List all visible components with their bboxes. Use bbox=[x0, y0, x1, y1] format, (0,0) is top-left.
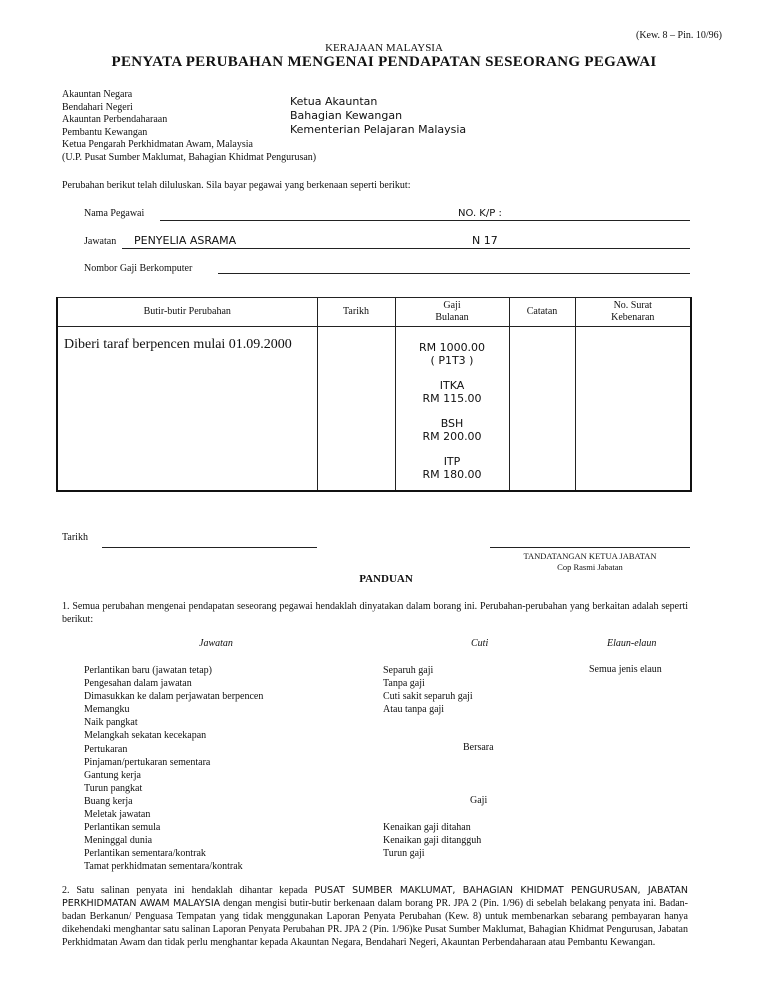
list-item: Separuh gaji bbox=[383, 665, 434, 676]
nama-label: Nama Pegawai bbox=[84, 208, 145, 219]
cell-tarikh[interactable] bbox=[317, 327, 395, 492]
list-item: Tanpa gaji bbox=[383, 678, 425, 690]
list-item: Tamat perkhidmatan sementara/kontrak bbox=[84, 861, 243, 873]
col-header-gaji-line1: Gaji bbox=[443, 300, 461, 311]
gaji-line: ITKA bbox=[439, 379, 465, 392]
stamp-label: Cop Rasmi Jabatan bbox=[557, 562, 623, 572]
col-jawatan-heading: Jawatan bbox=[199, 638, 233, 649]
col-header-gaji-line2: Bulanan bbox=[435, 312, 469, 323]
recipient-line: Ketua Akauntan bbox=[290, 95, 378, 108]
list-item: Melangkah sekatan kecekapan bbox=[84, 730, 207, 742]
gaji-line: RM 180.00 bbox=[422, 468, 482, 481]
para2-prefix: 2. Satu salinan penyata ini hendaklah dihantar kepada bbox=[62, 885, 315, 896]
panduan-para2 bbox=[62, 884, 688, 949]
list-item: Perlantikan sementara/kontrak bbox=[84, 848, 206, 860]
list-item: Meninggal dunia bbox=[84, 835, 153, 847]
jawatan-label: Jawatan bbox=[84, 236, 117, 247]
intro-text: Perubahan berikut telah diluluskan. Sila bayar pegawai yang berkenaan seperti berikut: bbox=[62, 180, 411, 191]
addressee-item: Akauntan Perbendaharaan bbox=[62, 114, 168, 125]
gaji-line: RM 1000.00 bbox=[418, 341, 486, 354]
list-item: Pinjaman/pertukaran sementara bbox=[84, 756, 211, 768]
government-label: KERAJAAN MALAYSIA bbox=[325, 42, 443, 54]
list-item: Atau tanpa gaji bbox=[383, 704, 445, 716]
cuti-list bbox=[383, 664, 473, 716]
list-item: Pengesahan dalam jawatan bbox=[84, 678, 192, 690]
gaji-heading: Gaji bbox=[470, 795, 488, 806]
col-header-gaji bbox=[395, 298, 509, 327]
gaji-list bbox=[383, 821, 481, 860]
list-item: Kenaikan gaji ditahan bbox=[383, 822, 471, 833]
jawatan-underline bbox=[122, 248, 690, 249]
cell-butir[interactable]: Diberi taraf berpencen mulai 01.09.2000 bbox=[57, 327, 317, 492]
gaji-line: RM 115.00 bbox=[422, 392, 482, 405]
addressee-item: Bendahari Negeri bbox=[62, 101, 133, 113]
col-cuti-heading: Cuti bbox=[471, 638, 489, 649]
signature-label: TANDATANGAN KETUA JABATAN bbox=[523, 551, 657, 561]
col-elaun-heading: Elaun-elaun bbox=[607, 638, 657, 649]
signature-line[interactable] bbox=[490, 547, 690, 548]
table-row bbox=[57, 327, 691, 492]
changes-table bbox=[56, 297, 692, 492]
nama-underline bbox=[160, 220, 690, 221]
cell-catatan[interactable] bbox=[509, 327, 575, 492]
table-header-row bbox=[57, 298, 691, 327]
recipient-line: Kementerian Pelajaran Malaysia bbox=[290, 123, 467, 136]
list-item: Dimasukkan ke dalam perjawatan berpencen bbox=[84, 691, 264, 703]
jawatan-list bbox=[84, 664, 263, 874]
page-title: PENYATA PERUBAHAN MENGENAI PENDAPATAN SESEORANG PEGAWAI bbox=[111, 54, 657, 70]
kp-label: NO. K/P : bbox=[458, 208, 502, 219]
gaji-line: ITP bbox=[443, 455, 461, 468]
list-item: Perlantikan baru (jawatan tetap) bbox=[84, 665, 212, 676]
col-header-surat-line1: No. Surat bbox=[613, 300, 652, 311]
gaji-line: RM 200.00 bbox=[422, 430, 482, 443]
list-item: Buang kerja bbox=[84, 795, 133, 807]
gaji-line: ( P1T3 ) bbox=[430, 354, 474, 367]
list-item: Gantung kerja bbox=[84, 769, 141, 781]
grade-field[interactable]: N 17 bbox=[472, 234, 498, 247]
list-item: Turun gaji bbox=[383, 848, 425, 860]
col-header-catatan: Catatan bbox=[509, 298, 575, 327]
para2-rest: dengan mengisi butir-butir berkenaan dalam borang PR. JPA 2 (Pin. 1/96) di sebelah belakang penyata ini. Badan-badan Berkanun/ Penguasa Tempatan yang tidak menggunakan Laporan Penyata Perubahan (Kew. 8) untuk membenarkan sebarang pembayaran hanya dikehendaki menghantar satu salinan Laporan Penyata Perubahan PR. JPA 2 (Pin. 1/96)ke Pusat Sumber Maklumat, Bahagian Khidmat Pengurusan, Jabatan Perkhidmatan Awam dan tidak perlu menghantar kepada Akauntan Negara, Bendahari Negeri, Akauntan Perbendaharaan atau Pembantu Kewangan. bbox=[62, 898, 689, 948]
panduan-para1: 1. Semua perubahan mengenai pendapatan seseorang pegawai hendaklah dinyatakan dalam borang ini. Perubahan-perubahan yang berkaitan adalah seperti berikut: bbox=[62, 601, 688, 625]
nombor-gaji-label: Nombor Gaji Berkomputer bbox=[84, 263, 193, 274]
list-item: Meletak jawatan bbox=[84, 809, 151, 821]
list-item: Cuti sakit separuh gaji bbox=[383, 691, 473, 703]
addressee-item: Pembantu Kewangan bbox=[62, 126, 148, 138]
jawatan-field[interactable]: PENYELIA ASRAMA bbox=[134, 234, 237, 247]
list-item: Pertukaran bbox=[84, 743, 128, 755]
para2-caps: PUSAT SUMBER MAKLUMAT, BAHAGIAN KHIDMAT PENGURUSAN, JABATAN PERKHIDMATAN AWAM MALAYSIA bbox=[62, 885, 689, 909]
list-item: Kenaikan gaji ditangguh bbox=[383, 835, 482, 847]
addressee-item: Akauntan Negara bbox=[62, 89, 133, 100]
form-code: (Kew. 8 – Pin. 10/96) bbox=[635, 30, 722, 41]
col-header-tarikh: Tarikh bbox=[317, 298, 395, 327]
list-item: Perlantikan semula bbox=[84, 822, 161, 834]
nombor-gaji-underline bbox=[218, 273, 690, 274]
bersara-heading: Bersara bbox=[463, 742, 494, 753]
addressee-item: (U.P. Pusat Sumber Maklumat, Bahagian Khidmat Pengurusan) bbox=[62, 151, 317, 163]
gaji-line: BSH bbox=[440, 417, 464, 430]
panduan-heading: PANDUAN bbox=[359, 573, 413, 585]
cell-gaji[interactable] bbox=[395, 327, 509, 492]
addressee-item: Ketua Pengarah Perkhidmatan Awam, Malaysia bbox=[62, 139, 253, 150]
list-item: Memangku bbox=[84, 704, 130, 716]
tarikh-label: Tarikh bbox=[62, 532, 88, 543]
col-header-surat bbox=[575, 298, 691, 327]
recipient-line: Bahagian Kewangan bbox=[290, 109, 403, 122]
cell-surat[interactable] bbox=[575, 327, 691, 492]
tarikh-underline[interactable] bbox=[102, 547, 317, 548]
col-header-surat-line2: Kebenaran bbox=[611, 312, 655, 323]
addressee-list bbox=[62, 89, 316, 164]
col-header-butir: Butir-butir Perubahan bbox=[57, 298, 317, 327]
list-item: Turun pangkat bbox=[84, 782, 143, 794]
elaun-item: Semua jenis elaun bbox=[589, 664, 662, 675]
recipient-block bbox=[290, 95, 466, 137]
list-item: Naik pangkat bbox=[84, 717, 138, 729]
